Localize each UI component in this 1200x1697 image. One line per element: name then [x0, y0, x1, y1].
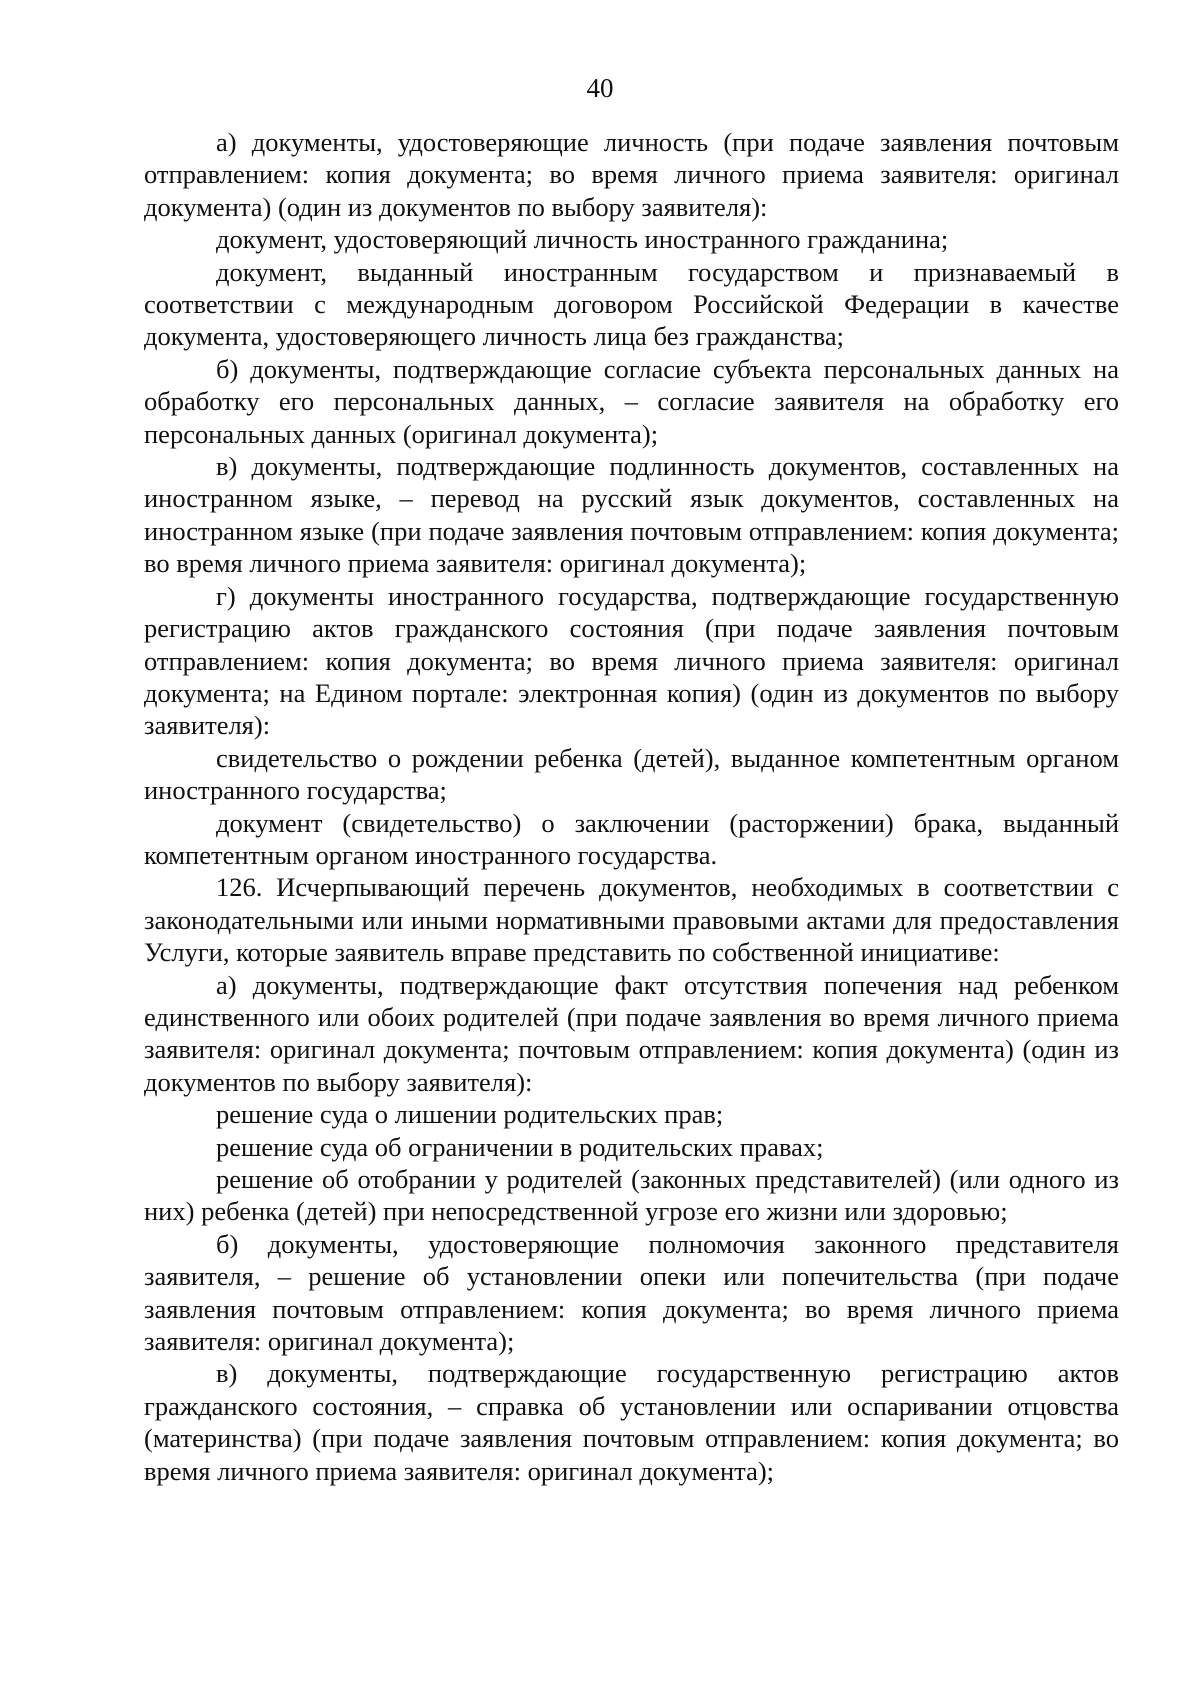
paragraph-v-paternity-certificate: в) документы, подтверждающие государственную регистрацию актов гражданского состояния, – справка об установлении или оспаривании отцовства (материнства) (при подаче заявления почтовым отправлением: копия документа; во время личного приема заявителя: оригинал документа);: [144, 1358, 1119, 1486]
paragraph-v-translation: в) документы, подтверждающие подлинность документов, составленных на иностранном языке, – перевод на русский язык документов, составленных на иностранном языке (при подаче заявления почтовым отправлением: копия документа; во время личного приема заявителя: оригинал документа);: [144, 451, 1119, 579]
document-body: [144, 126, 1119, 1487]
paragraph-g-foreign-civil-registration: г) документы иностранного государства, подтверждающие государственную регистрацию актов гражданского состояния (при подаче заявления почтовым отправлением: копия документа; во время личного приема заявителя: оригинал документа; на Едином портале: электронная копия) (один из документов по выбору заявителя):: [144, 580, 1119, 741]
page-number: 40: [586, 73, 614, 103]
paragraph-126-optional-documents: 126. Исчерпывающий перечень документов, необходимых в соответствии с законодательными или иными нормативными правовыми актами для предоставления Услуги, которые заявитель вправе представить по собственной инициативе:: [144, 872, 1119, 968]
paragraph-a-identity-documents: а) документы, удостоверяющие личность (при подаче заявления почтовым отправлением: копия документа; во время личного приема заявителя: оригинал документа) (один из документов по выбору заявителя):: [144, 127, 1119, 222]
paragraph-b-legal-representative: б) документы, удостоверяющие полномочия законного представителя заявителя, – решение об установлении опеки или попечительства (при подаче заявления почтовым отправлением: копия документа; во время личного приема заявителя: оригинал документа);: [144, 1228, 1119, 1357]
paragraph-stateless-person-id: документ, выданный иностранным государством и признаваемый в соответствии с международным договором Российской Федерации в качестве документа, удостоверяющего личность лица без гражданства;: [144, 256, 1119, 352]
paragraph-birth-certificate: свидетельство о рождении ребенка (детей), выданное компетентным органом иностранного государства;: [144, 742, 1119, 806]
paragraph-child-removal: решение об отобрании у родителей (законных представителей) (или одного из них) ребенка (детей) при непосредственной угрозе его жизни или здоровью;: [144, 1164, 1119, 1227]
paragraph-marriage-certificate: документ (свидетельство) о заключении (расторжении) брака, выданный компетентным органом иностранного государства.: [144, 807, 1119, 870]
paragraph-deprivation-of-rights: решение суда о лишении родительских прав;: [216, 1099, 724, 1130]
paragraph-b-personal-data-consent: б) документы, подтверждающие согласие субъекта персональных данных на обработку его персональных данных, – согласие заявителя на обработку его персональных данных (оригинал документа);: [144, 353, 1119, 449]
paragraph-a-lack-of-parental-care: а) документы, подтверждающие факт отсутствия попечения над ребенком единственного или обоих родителей (при подаче заявления во время личного приема заявителя: оригинал документа; почтовым отправлением: копия документа) (один из документов по выбору заявителя):: [144, 969, 1119, 1097]
paragraph-foreign-citizen-id: документ, удостоверяющий личность иностранного гражданина;: [216, 224, 949, 255]
paragraph-restriction-of-rights: решение суда об ограничении в родительских правах;: [216, 1131, 824, 1162]
